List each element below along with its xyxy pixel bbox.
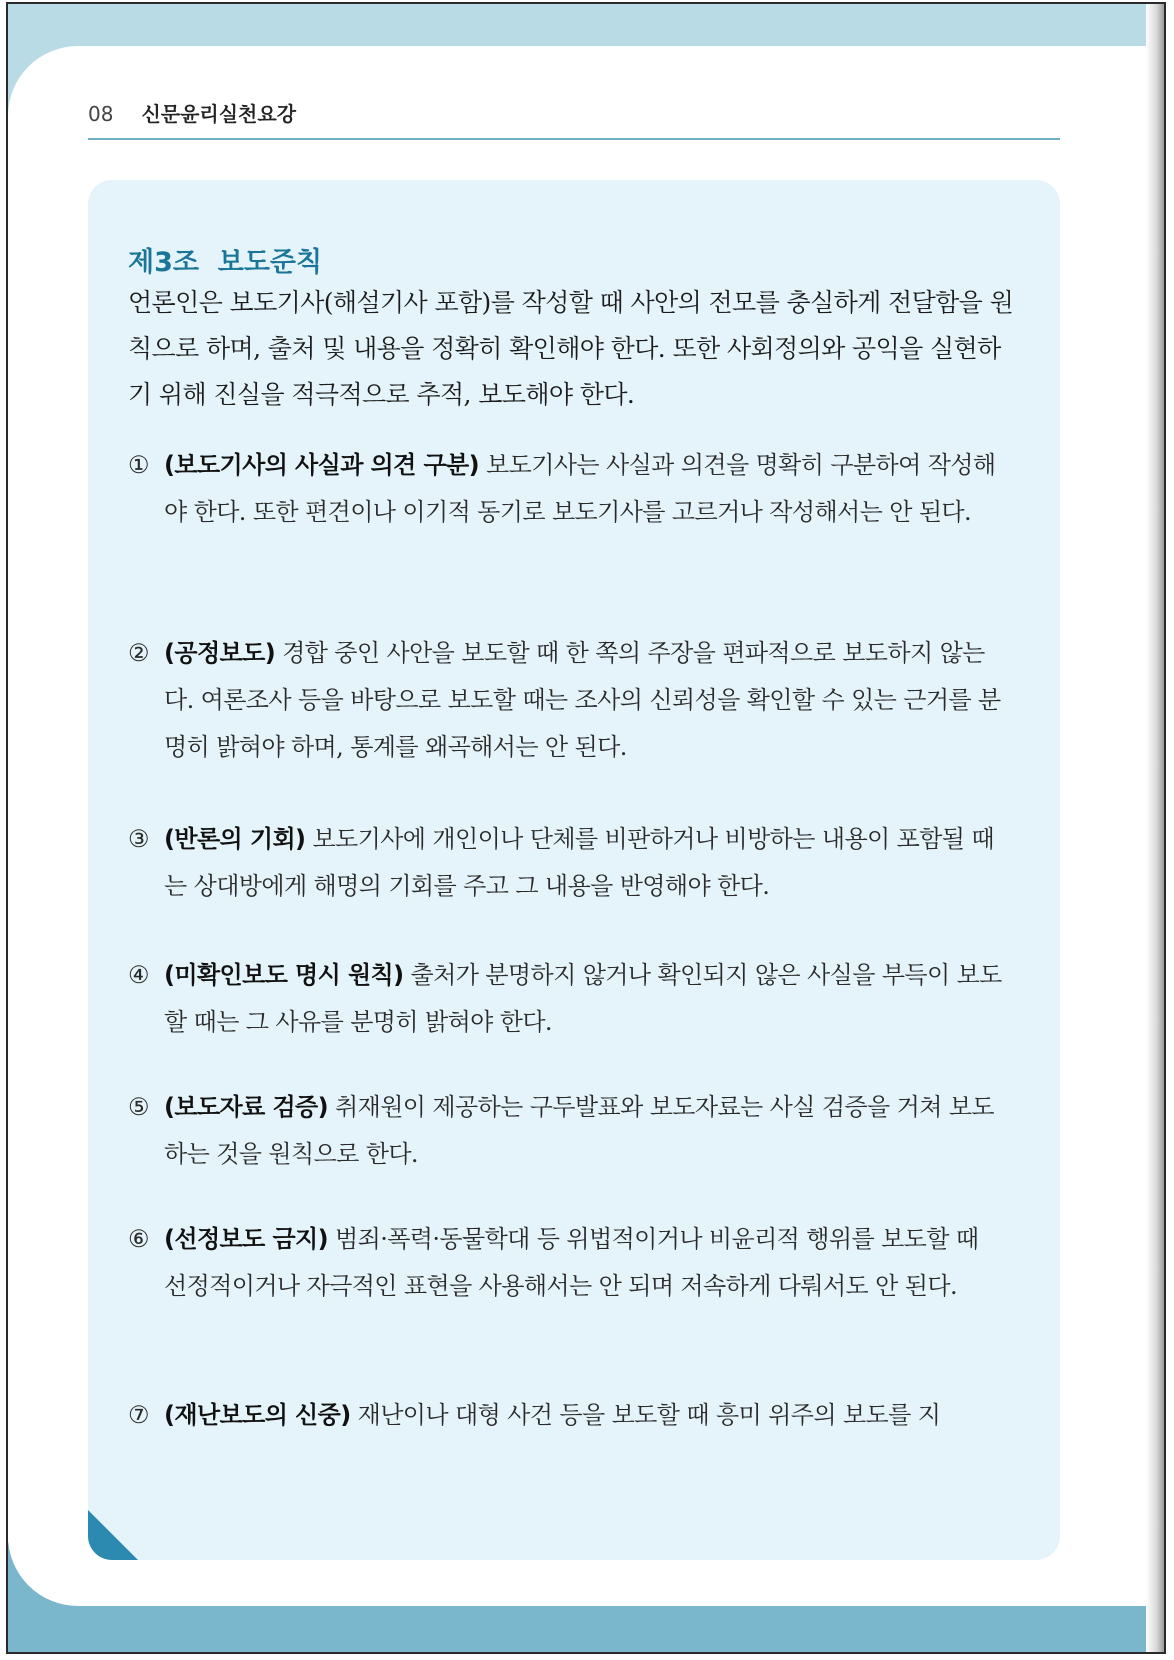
item-text: 보도기사는 사실과 의견을 명확히 구분하여 작성해야 한다. 또한 편견이나 이기적 동기로 보도기사를 고르거나 작성해서는 안 된다.	[164, 451, 996, 526]
page-header	[88, 98, 296, 127]
item-text: 보도기사에 개인이나 단체를 비판하거나 비방하는 내용이 포함될 때는 상대방에게 해명의 기회를 주고 그 내용을 반영해야 한다.	[164, 825, 995, 900]
item-heading: (재난보도의 신중)	[164, 1401, 351, 1429]
item-number: ⑥	[128, 1225, 149, 1253]
item-number: ③	[128, 825, 149, 853]
article-intro: 언론인은 보도기사(해설기사 포함)를 작성할 때 사안의 전모를 충실하게 전달함을 원칙으로 하며, 출처 및 내용을 정확히 확인해야 한다. 또한 사회정의와 공익을 실현하기 위해 진실을 적극적으로 추적, 보도해야 한다.	[128, 288, 1014, 409]
top-band	[8, 4, 1164, 48]
item-heading: (미확인보도 명시 원칙)	[164, 961, 404, 989]
item-heading: (보도자료 검증)	[164, 1093, 328, 1121]
item-number: ⑦	[128, 1401, 149, 1429]
item-heading: (보도기사의 사실과 의견 구분)	[164, 451, 480, 479]
item-text: 취재원이 제공하는 구두발표와 보도자료는 사실 검증을 거쳐 보도하는 것을 원칙으로 한다.	[164, 1093, 994, 1168]
item-text: 출처가 분명하지 않거나 확인되지 않은 사실을 부득이 보도할 때는 그 사유를 분명히 밝혀야 한다.	[164, 961, 1002, 1036]
item-text: 경합 중인 사안을 보도할 때 한 쪽의 주장을 편파적으로 보도하지 않는다. 여론조사 등을 바탕으로 보도할 때는 조사의 신뢰성을 확인할 수 있는 근거를 분명히 밝혀야 하며, 통계를 왜곡해서는 안 된다.	[164, 639, 1001, 761]
page	[6, 2, 1166, 1654]
page-edge-shadow	[1146, 4, 1164, 1652]
bottom-band	[8, 1602, 1164, 1652]
list-item	[128, 442, 1008, 536]
article-title: 제3조 보도준칙	[128, 247, 323, 278]
item-number: ④	[128, 961, 149, 989]
list-item	[128, 816, 1008, 910]
list-item	[128, 952, 1008, 1046]
item-number: ②	[128, 639, 149, 667]
list-item	[128, 1392, 1008, 1439]
item-number: ①	[128, 451, 149, 479]
header-rule	[88, 138, 1060, 140]
list-item	[128, 630, 1008, 771]
item-text: 재난이나 대형 사건 등을 보도할 때 흥미 위주의 보도를 지	[350, 1401, 941, 1429]
item-heading: (반론의 기회)	[164, 825, 306, 853]
item-number: ⑤	[128, 1093, 149, 1121]
page-number: 08	[88, 102, 114, 126]
running-title: 신문윤리실천요강	[141, 102, 297, 126]
article-box	[88, 180, 1060, 1560]
item-heading: (공정보도)	[164, 639, 276, 667]
item-text: 범죄·폭력·동물학대 등 위법적이거나 비윤리적 행위를 보도할 때 선정적이거나 자극적인 표현을 사용해서는 안 되며 저속하게 다뤄서도 안 된다.	[164, 1225, 979, 1300]
item-heading: (선정보도 금지)	[164, 1225, 328, 1253]
corner-flag	[88, 1510, 138, 1560]
list-item	[128, 1216, 1008, 1310]
list-item	[128, 1084, 1008, 1178]
